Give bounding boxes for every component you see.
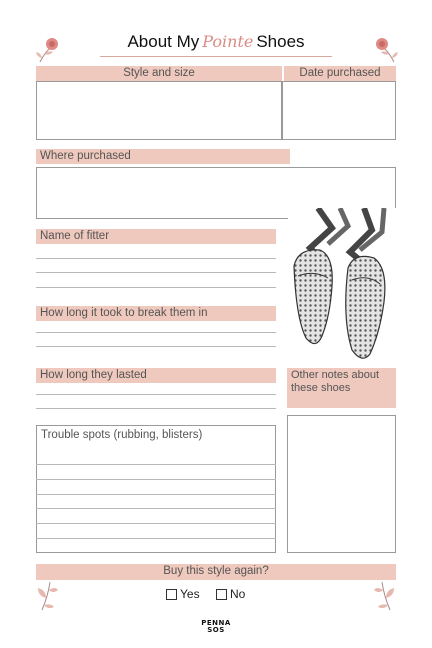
trouble-line[interactable]	[36, 523, 276, 524]
logo-line-1: PENNA	[201, 619, 231, 627]
trouble-line[interactable]	[36, 479, 276, 480]
logo-line-2: SOS	[207, 626, 225, 634]
no-label: No	[230, 587, 246, 601]
lasted-line[interactable]	[36, 394, 276, 395]
page-title	[0, 32, 432, 52]
trouble-line[interactable]	[36, 538, 276, 539]
title-text-after: Shoes	[256, 32, 305, 51]
no-checkbox[interactable]	[216, 589, 227, 600]
date-purchased-field[interactable]	[282, 81, 396, 140]
leaf-decoration-bottom-right	[372, 578, 396, 612]
break-in-line[interactable]	[36, 346, 276, 347]
leaf-decoration-bottom-left	[36, 578, 60, 612]
break-in-line[interactable]	[36, 332, 276, 333]
lasted-header: How long they lasted	[36, 368, 276, 383]
yes-label: Yes	[180, 587, 200, 601]
yes-option[interactable]	[166, 587, 200, 601]
title-script-word: Pointe	[202, 32, 254, 51]
no-option[interactable]	[216, 587, 245, 601]
style-size-header: Style and size	[36, 66, 282, 81]
other-notes-field[interactable]	[287, 415, 396, 553]
buy-again-header: Buy this style again?	[36, 564, 396, 580]
date-purchased-header: Date purchased	[284, 66, 396, 81]
title-text-before: About My	[127, 32, 200, 51]
fitter-line[interactable]	[36, 258, 276, 259]
trouble-line[interactable]	[36, 464, 276, 465]
title-underline	[100, 56, 332, 57]
brand-logo	[196, 620, 236, 634]
where-purchased-header: Where purchased	[36, 149, 290, 164]
trouble-line[interactable]	[36, 508, 276, 509]
other-notes-header: Other notes about these shoes	[287, 368, 396, 408]
fitter-line[interactable]	[36, 287, 276, 288]
trouble-spots-box	[36, 425, 276, 553]
lasted-line[interactable]	[36, 408, 276, 409]
break-in-header: How long it took to break them in	[36, 306, 276, 321]
style-size-field[interactable]	[36, 81, 282, 140]
trouble-spots-label: Trouble spots (rubbing, blisters)	[41, 429, 203, 441]
pointe-shoes-illustration	[288, 208, 396, 360]
yes-checkbox[interactable]	[166, 589, 177, 600]
fitter-line[interactable]	[36, 272, 276, 273]
name-of-fitter-header: Name of fitter	[36, 229, 276, 244]
trouble-line[interactable]	[36, 494, 276, 495]
